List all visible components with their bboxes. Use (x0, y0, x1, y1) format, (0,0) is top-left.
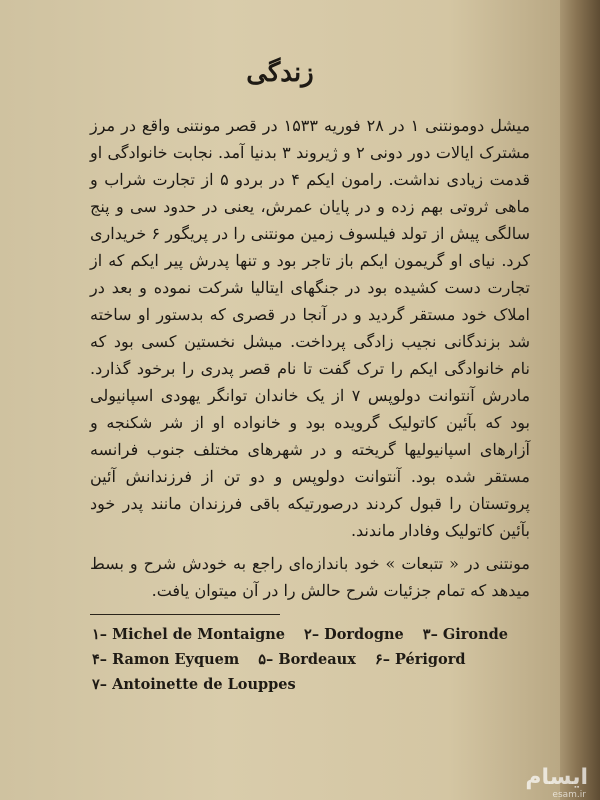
footnote: ۴– Ramon Eyquem (92, 651, 240, 668)
footnote-row (92, 672, 522, 697)
footnote: ۵– Bordeaux (258, 651, 356, 668)
watermark-url: esam.ir (552, 790, 586, 800)
paragraph: میشل دومونتنی ۱ در ۲۸ فوریه ۱۵۳۳ در قصر مونتنی واقع در مرز مشترک ایالات دور دونی ۲ و ژیروند ۳ بدنیا آمد. نجابت خانوادگی او قدمت زیادی نداشت. رامون ایکم ۴ در بردو ۵ از تجارت شراب و ماهی ثروتی بهم زده و در پایان عمرش، یعنی در حدود سی و پنج سالگی پیش از تولد فیلسوف زمین مونتنی را در پریگور ۶ خریداری کرد. نیای او گریمون ایکم باز تاجر بود و تنها پدرش پیر ایکم که از تجارت دست کشیده بود در جنگهای ایتالیا شرکت نموده و بعد در املاک خود مستقر گردید و در آنجا در قصری که بدستور او ساخته شد بزندگانی نجیب زادگی پرداخت. میشل نخستین کسی بود که نام خانوادگی ایکم را ترک گفت تا نام قصر پدری را برخود گذارد. مادرش آنتوانت دولوپس ۷ از یک خاندان توانگر یهودی اسپانیولی بود که بآئین کاتولیک گرویده بود و خانواده او از شر شکنجه و آزارهای اسپانیولیها گریخته و در شهرهای مختلف جنوب فرانسه مستقر شده بود. آنتوانت دولوپس و دو تن از فرزندانش آئین پروتستان را قبول کردند درصورتیکه باقی فرزندان مانند پدر خود بآئین کاتولیک وفادار ماندند. (90, 116, 531, 540)
page-title: زندگی (246, 58, 314, 88)
footnote: ۶– Périgord (374, 651, 466, 668)
footnote: ۳– Gironde (422, 626, 508, 643)
footnote: ۱– Michel de Montaigne (92, 626, 285, 643)
footnote-row (92, 622, 522, 647)
footnote-divider (90, 614, 280, 615)
paragraph: مونتنی در « تتبعات » خود باندازه‌ای راجع به خودش شرح و بسط میدهد که تمام جزئیات شرح حالش را در آن میتوان یافت. (90, 554, 530, 600)
footnote-row (92, 647, 522, 672)
footnotes (92, 622, 522, 697)
page-edge (560, 0, 600, 800)
body-text (90, 112, 530, 604)
footnote: ۲– Dordogne (304, 626, 404, 643)
watermark-logo: ایسام (525, 765, 588, 790)
footnote: ۷– Antoinette de Louppes (92, 676, 296, 693)
